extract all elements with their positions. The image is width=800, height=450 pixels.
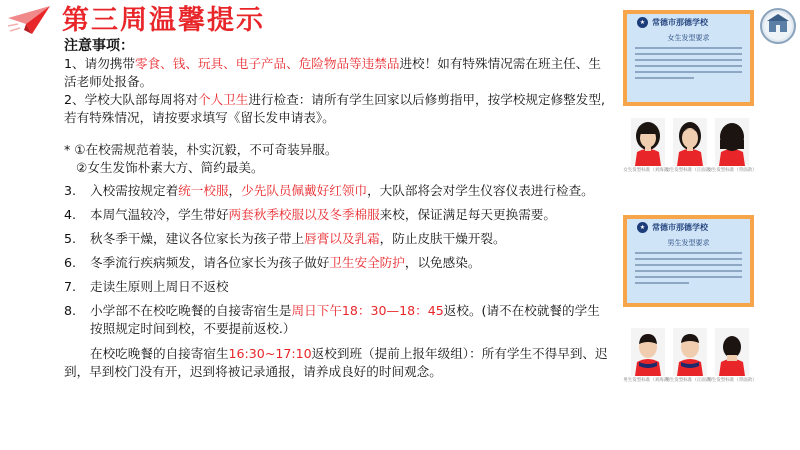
girl-card-rules [635,47,742,79]
item-3-text: 入校需按规定着 [90,183,179,198]
item-6-highlight: 卫生安全防护 [329,255,405,270]
boy-caption-3: 男生发型标准（背面款） [707,378,757,383]
item-3-highlight-uniform: 统一校服 [178,183,229,198]
notice-item-6 [64,254,612,272]
item-2-text-end: 进行检查：请所有学生回家以后修剪指甲，按学校规定修整发型,若有特殊情况，请按要求填写《留长发申请表》。 [64,92,605,125]
item-4-text-end: 来校，保证满足每天更换需要。 [379,207,556,222]
paper-plane-icon [6,4,52,36]
school-badge-icon: ★ [637,222,648,233]
final-text-end: 返校到班（提前上报年级组）：所有学生不得早到、迟到，早到校门没有开，迟到将被记录通报，请养成良好的时间观念。 [64,346,608,379]
notice-item-5 [64,230,612,248]
item-8-text-end: 返校。(请不在校就餐的学生按照规定时间到校，不要提前返校.） [90,303,600,336]
item-6-text-end: ，以免感染。 [404,255,481,270]
notice-item-8 [64,302,612,338]
item-5-highlight: 唇膏以及乳霜 [304,231,380,246]
item-3-highlight-scarf: 少先队员佩戴好红领巾 [241,183,368,198]
boy-card-title: 男生发型要求 [667,239,710,247]
notice-item-4 [64,206,612,224]
item-2-text: 2、学校大队部每周将对 [64,92,198,107]
school-logo [760,8,796,44]
school-badge-icon: ★ [637,17,648,28]
boy-card-school: 常德市那德学校 [652,223,708,232]
boy-hairstyle-photos [623,328,757,384]
notice-item-1 [64,55,612,91]
boy-caption-1: 男生发型标准（刘海款） [623,378,673,383]
girl-photo-back [707,118,757,174]
girl-photo-bangs [623,118,673,174]
item-1-highlight: 零食、钱、玩具、电子产品、危险物品等违禁品 [134,56,400,71]
girl-photo-front [665,118,715,174]
boy-photo-back [707,328,757,384]
item-8-text: 小学部不在校吃晚餐的自接寄宿生是 [90,303,292,318]
page-title: 第三周温馨提示 [62,5,265,36]
item-4-number: 4. [64,207,77,222]
sub-item-hair-accessory: ②女生发饰朴素大方、简约最美。 [76,160,264,175]
item-1-text: 1、请勿携带 [64,56,135,71]
item-3-separator: ， [228,183,242,198]
item-8-number: 8. [64,303,77,318]
item-4-highlight: 两套秋季校服以及冬季棉服 [228,207,380,222]
item-2-highlight: 个人卫生 [197,92,249,107]
item-5-text: 秋冬季干燥，建议各位家长为孩子带上 [90,231,305,246]
notice-content [64,38,612,381]
item-5-number: 5. [64,231,77,246]
notice-item-3 [64,182,612,200]
item-7-number: 7. [64,279,77,294]
girl-caption-2: 女生发型标准（正面款） [665,168,715,173]
boy-hairstyle-card [623,215,754,307]
final-text: 在校吃晚餐的自接寄宿生 [90,346,229,361]
item-6-text: 冬季流行疾病频发，请各位家长为孩子做好 [90,255,330,270]
final-note [64,345,612,381]
girl-hairstyle-photos [623,118,757,174]
final-highlight: 16:30~17:10 [228,346,312,361]
boy-photo-bangs [623,328,673,384]
item-5-text-end: ，防止皮肤干燥开裂。 [379,231,506,246]
item-4-text: 本周气温较冷，学生带好 [90,207,229,222]
girl-hairstyle-card [623,10,754,106]
notice-item-2 [64,91,612,127]
item-8-highlight: 周日下午18：30—18：45 [291,303,444,318]
boy-photo-front [665,328,715,384]
boy-caption-2: 男生发型标准（正面款） [665,378,715,383]
sub-item-uniform: * ①在校需规范着装，朴实沉毅，不可奇装异服。 [64,142,338,157]
notice-heading: 注意事项： [64,38,134,54]
item-3-number: 3. [64,183,77,198]
girl-caption-3: 女生发型标准（背面款） [707,168,757,173]
item-3-text-end: ，大队部将会对学生仪容仪表进行检查。 [367,183,594,198]
item-7-text: 走读生原则上周日不返校 [90,279,229,294]
item-6-number: 6. [64,255,77,270]
girl-caption-1: 女生发型标准（刘海款） [623,168,673,173]
item-1-text-end: 进校！如有特殊情况需在班主任、生活老师处报备。 [64,56,601,89]
boy-card-rules [635,252,742,284]
girl-card-title: 女生发型要求 [667,34,710,42]
girl-card-school: 常德市那德学校 [652,18,708,27]
notice-item-7 [64,278,612,296]
